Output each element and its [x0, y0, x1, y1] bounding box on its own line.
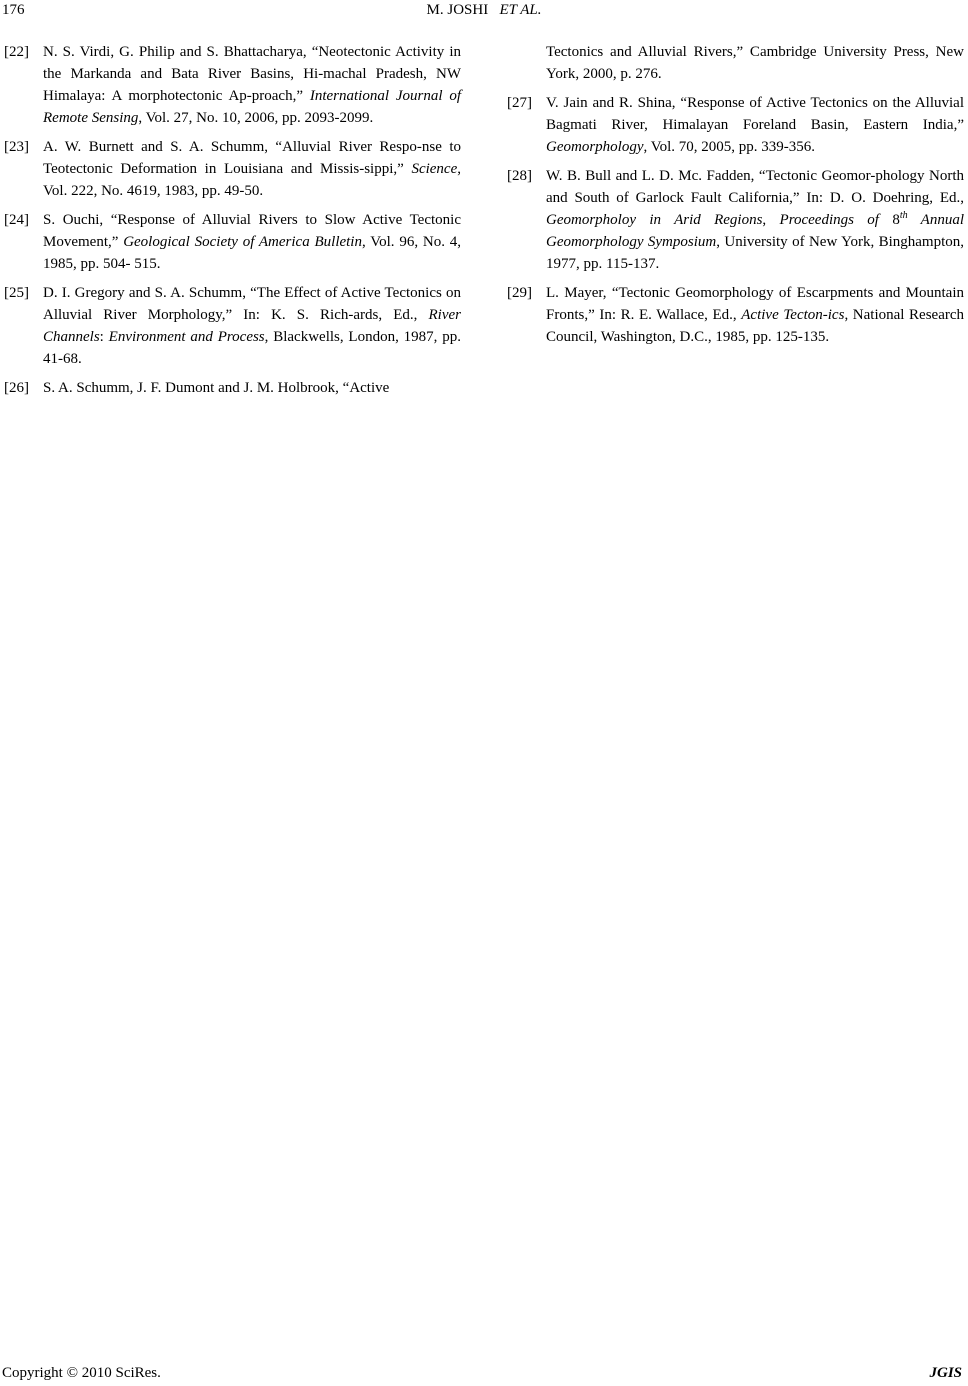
reference-item	[4, 41, 461, 129]
reference-italic-segment: Geomorphology	[546, 139, 644, 155]
reference-italic-segment: Science	[411, 161, 458, 177]
reference-italic-segment: Annual Geomorphology Symposium	[546, 212, 965, 250]
reference-segment: D. I. Gregory and S. A. Schumm, “The Effect of Active Tectonics on Alluvial River Morphology,” In: K. S. Rich-ards, Ed.,	[43, 285, 461, 323]
reference-text	[43, 209, 461, 275]
reference-italic-segment: Geological Society of America Bulletin	[123, 234, 362, 250]
reference-segment: N. S. Virdi, G. Philip and S. Bhattacharya, “Neotectonic Activity in the Markanda and Bata River Basins, Hi-machal Pradesh, NW Himalaya: A morphotectonic Ap-proach,”	[43, 44, 461, 104]
reference-text	[546, 41, 964, 85]
reference-segment: 8	[892, 212, 900, 228]
page-number: 176	[2, 2, 25, 18]
reference-text	[546, 282, 964, 348]
reference-italic-segment: Environment and Process	[108, 329, 265, 345]
reference-italic-segment: Proceedings of	[779, 212, 893, 228]
running-header-author: M. JOSHI	[426, 2, 489, 18]
running-header	[0, 0, 968, 20]
reference-text	[43, 136, 461, 202]
reference-text	[43, 282, 461, 370]
reference-segment: , Vol. 27, No. 10, 2006, pp. 2093-2099.	[138, 110, 374, 126]
reference-number: [25]	[4, 285, 29, 301]
left-column-references	[4, 41, 461, 406]
reference-segment: , Vol. 222, No. 4619, 1983, pp. 49-50.	[43, 161, 461, 199]
reference-italic-segment: International Journal of Remote Sensing	[43, 88, 461, 126]
reference-item	[4, 136, 461, 202]
reference-italic-segment: Geomorpholoy in Arid Regions	[546, 212, 763, 228]
reference-segment: , University of New York, Binghampton, 1977, pp. 115-137.	[546, 234, 964, 272]
reference-number: [29]	[507, 285, 532, 301]
reference-item	[4, 282, 461, 370]
reference-segment: , Vol. 70, 2005, pp. 339-356.	[643, 139, 816, 155]
reference-segment: V. Jain and R. Shina, “Response of Active Tectonics on the Alluvial Bagmati River, Himalayan Foreland Basin, Eastern India,”	[546, 95, 964, 133]
reference-text	[546, 92, 964, 158]
reference-number: [22]	[4, 44, 29, 60]
reference-item	[507, 282, 964, 348]
reference-item	[507, 165, 964, 275]
reference-italic-segment: Active Tecton-ics	[741, 307, 845, 323]
reference-segment: L. Mayer, “Tectonic Geomorphology of Escarpments and Mountain Fronts,” In: R. E. Wallace, Ed.,	[546, 285, 964, 323]
reference-number: [28]	[507, 168, 532, 184]
reference-segment: , National Research Council, Washington, D.C., 1985, pp. 125-135.	[546, 307, 965, 345]
reference-text	[43, 41, 461, 129]
footer-copyright: Copyright © 2010 SciRes.	[2, 1365, 161, 1381]
reference-segment: Tectonics and Alluvial Rivers,” Cambridge University Press, New York, 2000, p. 276.	[546, 44, 964, 82]
reference-segment: , Blackwells, London, 1987, pp. 41-68.	[43, 329, 461, 367]
right-column-references	[507, 41, 964, 355]
reference-segment: S. Ouchi, “Response of Alluvial Rivers to Slow Active Tectonic Movement,”	[43, 212, 461, 250]
reference-italic-segment: River Channels	[43, 307, 461, 345]
reference-italic-segment: th	[899, 210, 908, 221]
running-header-et-al: ET AL.	[499, 2, 542, 18]
footer-journal: JGIS	[929, 1365, 962, 1381]
reference-segment: , Vol. 96, No. 4, 1985, pp. 504- 515.	[43, 234, 461, 272]
reference-number: [27]	[507, 95, 532, 111]
reference-item	[507, 41, 964, 85]
reference-text	[546, 165, 964, 275]
reference-text	[43, 377, 461, 399]
reference-segment: S. A. Schumm, J. F. Dumont and J. M. Holbrook, “Active	[43, 380, 390, 396]
reference-item	[4, 209, 461, 275]
reference-number: [23]	[4, 139, 29, 155]
reference-item	[4, 377, 461, 399]
reference-number: [26]	[4, 380, 29, 396]
reference-number: [24]	[4, 212, 29, 228]
reference-segment: A. W. Burnett and S. A. Schumm, “Alluvial River Respo-nse to Teotectonic Deformation in Louisiana and Missis-sippi,”	[43, 139, 461, 177]
reference-segment: :	[99, 329, 109, 345]
reference-segment: W. B. Bull and L. D. Mc. Fadden, “Tectonic Geomor-phology North and South of Garlock Fault California,” In: D. O. Doehring, Ed.,	[546, 168, 964, 206]
reference-segment: ,	[762, 212, 780, 228]
reference-item	[507, 92, 964, 158]
